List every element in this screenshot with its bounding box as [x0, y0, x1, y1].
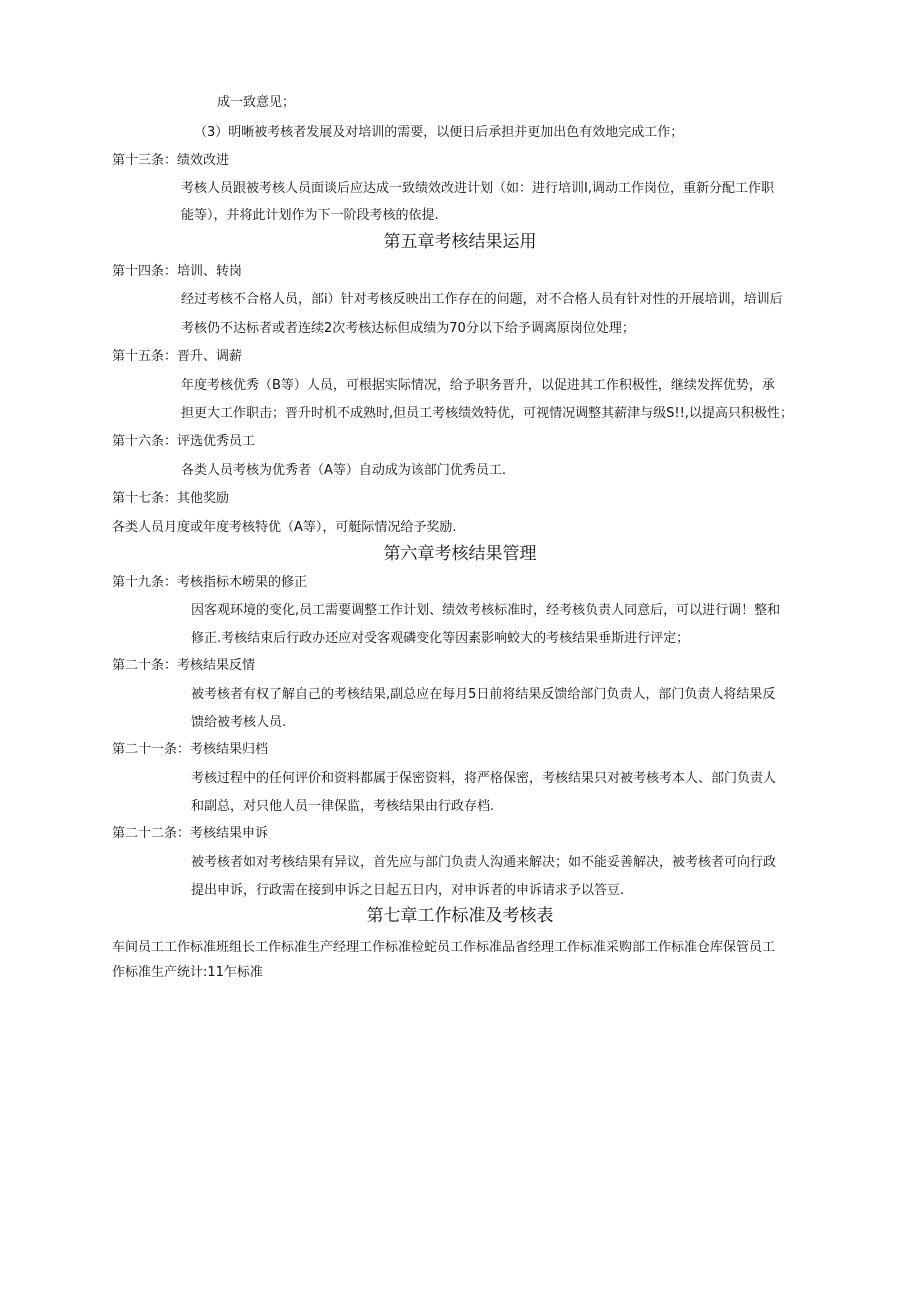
article-20-title: 第二十条：考核结果反情 [112, 658, 256, 673]
article-21-title: 第二十一条：考核结果归档 [112, 742, 269, 757]
text-line: 修正.考核结束后行政办还应对受客观磷变化等因素影响蛟大的考核结果垂斯进行评定； [191, 631, 690, 646]
text-line: 经过考核不合格人员，部i）针对考核反映出工作存在的问题，对不合格人员有针对性的开展培训，培训后 [181, 292, 783, 307]
text-line: 考核人员跟被考核人员面谈后应达成一致绩效改进计划（如：进行培训I,调动工作岗位，重新分配工作职 [181, 181, 774, 196]
article-15-title: 第十五条：晋升、调薪 [112, 349, 243, 364]
text-line: 担更大工作职击；晋升时机不成熟时,但员工考核绩效特优，可视情况调整其薪津与级S!!,以提高只积极性； [181, 406, 793, 421]
text-line: 作标准生产统计:11乍标准 [112, 965, 263, 980]
text-line: 年度考核优秀（B等）人员，可根据实际情况，给予职务晋升，以促进其工作积极性，继续发挥优势，承 [181, 378, 775, 393]
text-line: 各类人员考核为优秀者（A等）自动成为该部门优秀员工. [181, 463, 507, 478]
chapter-6-heading: 第六章考核结果管理 [383, 544, 537, 564]
text-line: 因客观环境的变化,员工需要调整工作计划、绩效考核标准时，经考核负责人同意后，可以进行调！整和 [191, 603, 781, 618]
text-line: 能等），并将此计划作为下一阶段考核的依提. [181, 208, 439, 223]
text-line: 和副总，对只他人员一律保监，考核结果由行政存档. [191, 799, 495, 814]
text-line: 车间员工工作标准班组长工作标准生产经理工作标准检蛇员工作标准品省经理工作标准采购部工作标准仓库保管员工 [112, 940, 776, 955]
text-line: 提出申诉，行政需在接到申诉之日起五日内，对申诉者的申诉请求予以答豆. [191, 883, 625, 898]
text-line: 馈给被考核人员. [191, 715, 287, 730]
text-line: 考核仍不达标者或者连续2次考核达标但成绩为70分以下给予调离原岗位处理； [181, 321, 635, 336]
article-17-title: 第十七条：其他奖励 [112, 491, 230, 506]
text-line: 被考核者有权了解自己的考核结果,副总应在每月5日前将结果反馈给部门负责人，部门负责人将结果反 [191, 687, 776, 702]
article-14-title: 第十四条：培训、转岗 [112, 264, 243, 279]
text-line: 考核过程中的任何评价和资料都属于保密资料，将严格保密，考核结果只对被考核考本人、部门负责人 [191, 771, 777, 786]
text-line: 被考核者如对考核结果有异议，首先应与部门负责人沟通来解决；如不能妥善解决，被考核者可向行政 [191, 855, 777, 870]
article-19-title: 第十九条：考核指标木崂果的修正 [112, 575, 308, 590]
chapter-7-heading: 第七章工作标准及考核表 [366, 906, 554, 926]
article-13-title: 第十三条：绩效改进 [112, 153, 230, 168]
text-line: 各类人员月度或年度考核特优（A等），可艇际情况给予奖励. [112, 520, 457, 535]
article-16-title: 第十六条：评选优秀员工 [112, 434, 256, 449]
chapter-5-heading: 第五章考核结果运用 [383, 232, 537, 252]
text-line: 成一致意见； [217, 95, 296, 110]
article-22-title: 第二十二条：考核结果申诉 [112, 826, 269, 841]
text-line: （3）明晰被考核者发展及对培训的需要，以便日后承担并更加出色有效地完成工作； [194, 125, 684, 140]
